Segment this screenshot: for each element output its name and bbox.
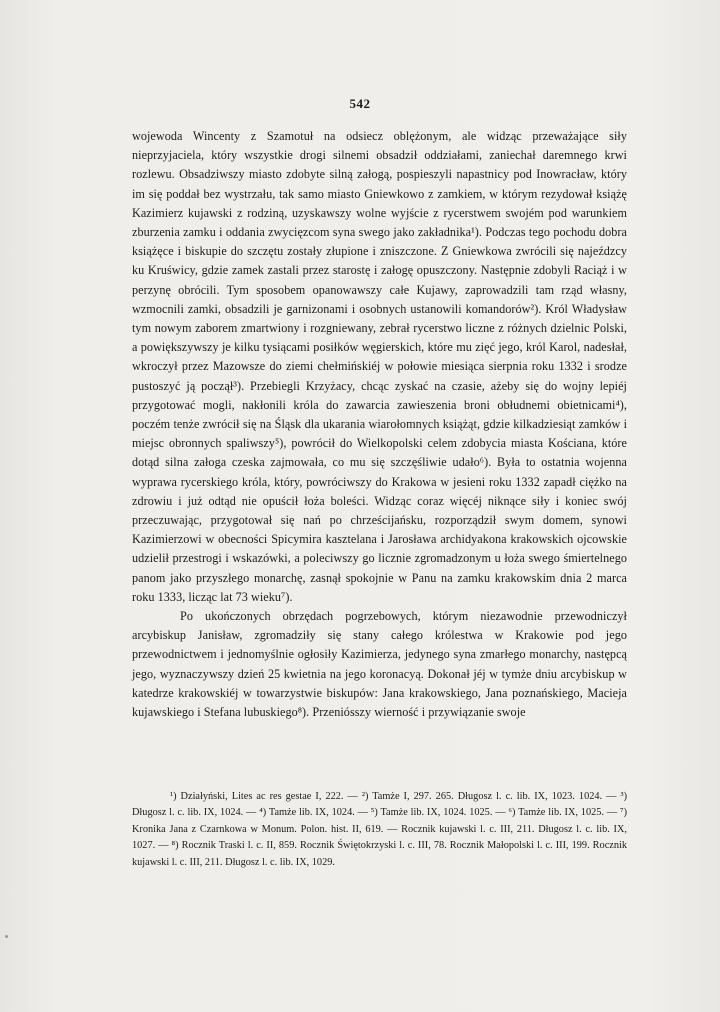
scan-speck <box>5 935 8 938</box>
page-number: 542 <box>349 96 371 111</box>
paragraph-1: wojewoda Wincenty z Szamotuł na odsiecz oblężonym, ale widząc przeważające siły nieprzyjaciela, który wszystkie drogi silnemi obsadził oddziałami, zaniechał daremnego krwi rozlewu. Obsadziwszy miasto zdobyte silną załogą, pospieszyli napastnicy pod Inowracław, który im się poddał bez wystrzału, tak samo miasto Gniewkowo z zamkiem, w którym rezydował książę Kazimierz kujawski z rodziną, uzyskawszy wolne wyjście z rycerstwem swojém pod warunkiem zburzenia zamku i oddania zwycięzcom syna swego jako zakładnika¹). Podczas tego pochodu dobra książęce i biskupie do szczętu zostały złupione i zniszczone. Z Gniewkowa zwrócili się najeźdzcy ku Kruświcy, gdzie zamek zastali przez starostę i załogę opuszczony. Następnie zdobyli Raciąż i w perzynę obrócili. Tym sposobem opanowawszy całe Kujawy, zaprowadzili tam rząd własny, wzmocnili zamki, obsadzili je garnizonami i osobnych ustanowili komandorów²). Król Władysław tym nowym zaborem zmartwiony i rozgniewany, zebrał rycerstwo liczne z różnych dzielnic Polski, a powiększywszy je kilku tysiącami posiłków węgierskich, które mu zięć jego, król Karol, nadesłał, wkroczył przez Mazowsze do ziemi chełmińskiéj w połowie miesiąca sierpnia roku 1332 i srodze pustoszyć ją począł³). Przebiegli Krzyżacy, chcąc zyskać na czasie, ażeby się do wojny lepiéj przygotować mogli, nakłonili króla do zawarcia zawieszenia broni obłudnemi obietnicami⁴), poczém tenże zwrócił się na Śląsk dla ukarania wiarołomnych książąt, gdzie kilkadziesiąt zamków i miejsc obronnych spaliwszy⁵), powrócił do Wielkopolski celem zdobycia miasta Kościana, które dotąd silna załoga czeska zajmowała, co mu się szczęśliwie udało⁶). Była to ostatnia wojenna wyprawa rycerskiego króla, który, powróciwszy do Krakowa w jesieni roku 1332 zapadł ciężko na zdrowiu i już odtąd nie opuścił łoża boleści. Widząc coraz więcéj niknące siły i koniec swój przeczuwając, przygotował się nań po chrześcijańsku, rozporządził swym domem, synowi Kazimierzowi w obecności Spicymira kasztelana i Jarosława archidyakona krakowskich ojcowskie udzielił przestrogi i wskazówki, a poleciwszy go licznie zgromadzonym u łoża swego śmiertelnego panom jako przyszłego monarchę, zasnął spokojnie w Panu na zamku krakowskim dnia 2 marca roku 1333, licząc lat 73 wieku⁷). <box>132 129 627 604</box>
body-text <box>132 127 627 722</box>
footnote-block: ¹) Działyński, Lites ac res gestae I, 222. — ²) Tamże I, 297. 265. Długosz l. c. lib. IX, 1023. 1024. — ³) Długosz l. c. lib. IX, 1024. — ⁴) Tamże lib. IX, 1024. — ⁵) Tamże lib. IX, 1024. 1025. — ⁶) Tamże lib. IX, 1025. — ⁷) Kronika Janа z Czarnkowa w Monum. Polon. hist. II, 619. — Rocznik kujawski l. c. III, 211. Długosz l. c. lib. IX, 1027. — ⁸) Rocznik Traski l. c. II, 859. Rocznik Świętokrzyski l. c. III, 78. Rocznik Małopolski l. c. III, 199. Rocznik kujawski l. c. III, 211. Długosz l. c. lib. IX, 1029. <box>132 791 627 868</box>
paragraph-2: Po ukończonych obrzędach pogrzebowych, którym niezawodnie przewodniczył arcybiskup Janisław, zgromadziły się stany całego królestwa w Krakowie pod jego przewodnictwem i jednomyślnie ogłosiły Kazimierza, jedynego syna zmarłego monarchy, następcą jego, wyznaczywszy dzień 25 kwietnia na jego koronacyą. Dokonał jéj w tymże dniu arcybiskup w katedrze krakowskiéj w towarzystwie biskupów: Jana krakowskiego, Jana poznańskiego, Macieja kujawskiego i Stefana lubuskiego⁸). Przeniósszy wierność i przywiązanie swoje <box>132 609 627 720</box>
footnotes <box>132 789 627 871</box>
